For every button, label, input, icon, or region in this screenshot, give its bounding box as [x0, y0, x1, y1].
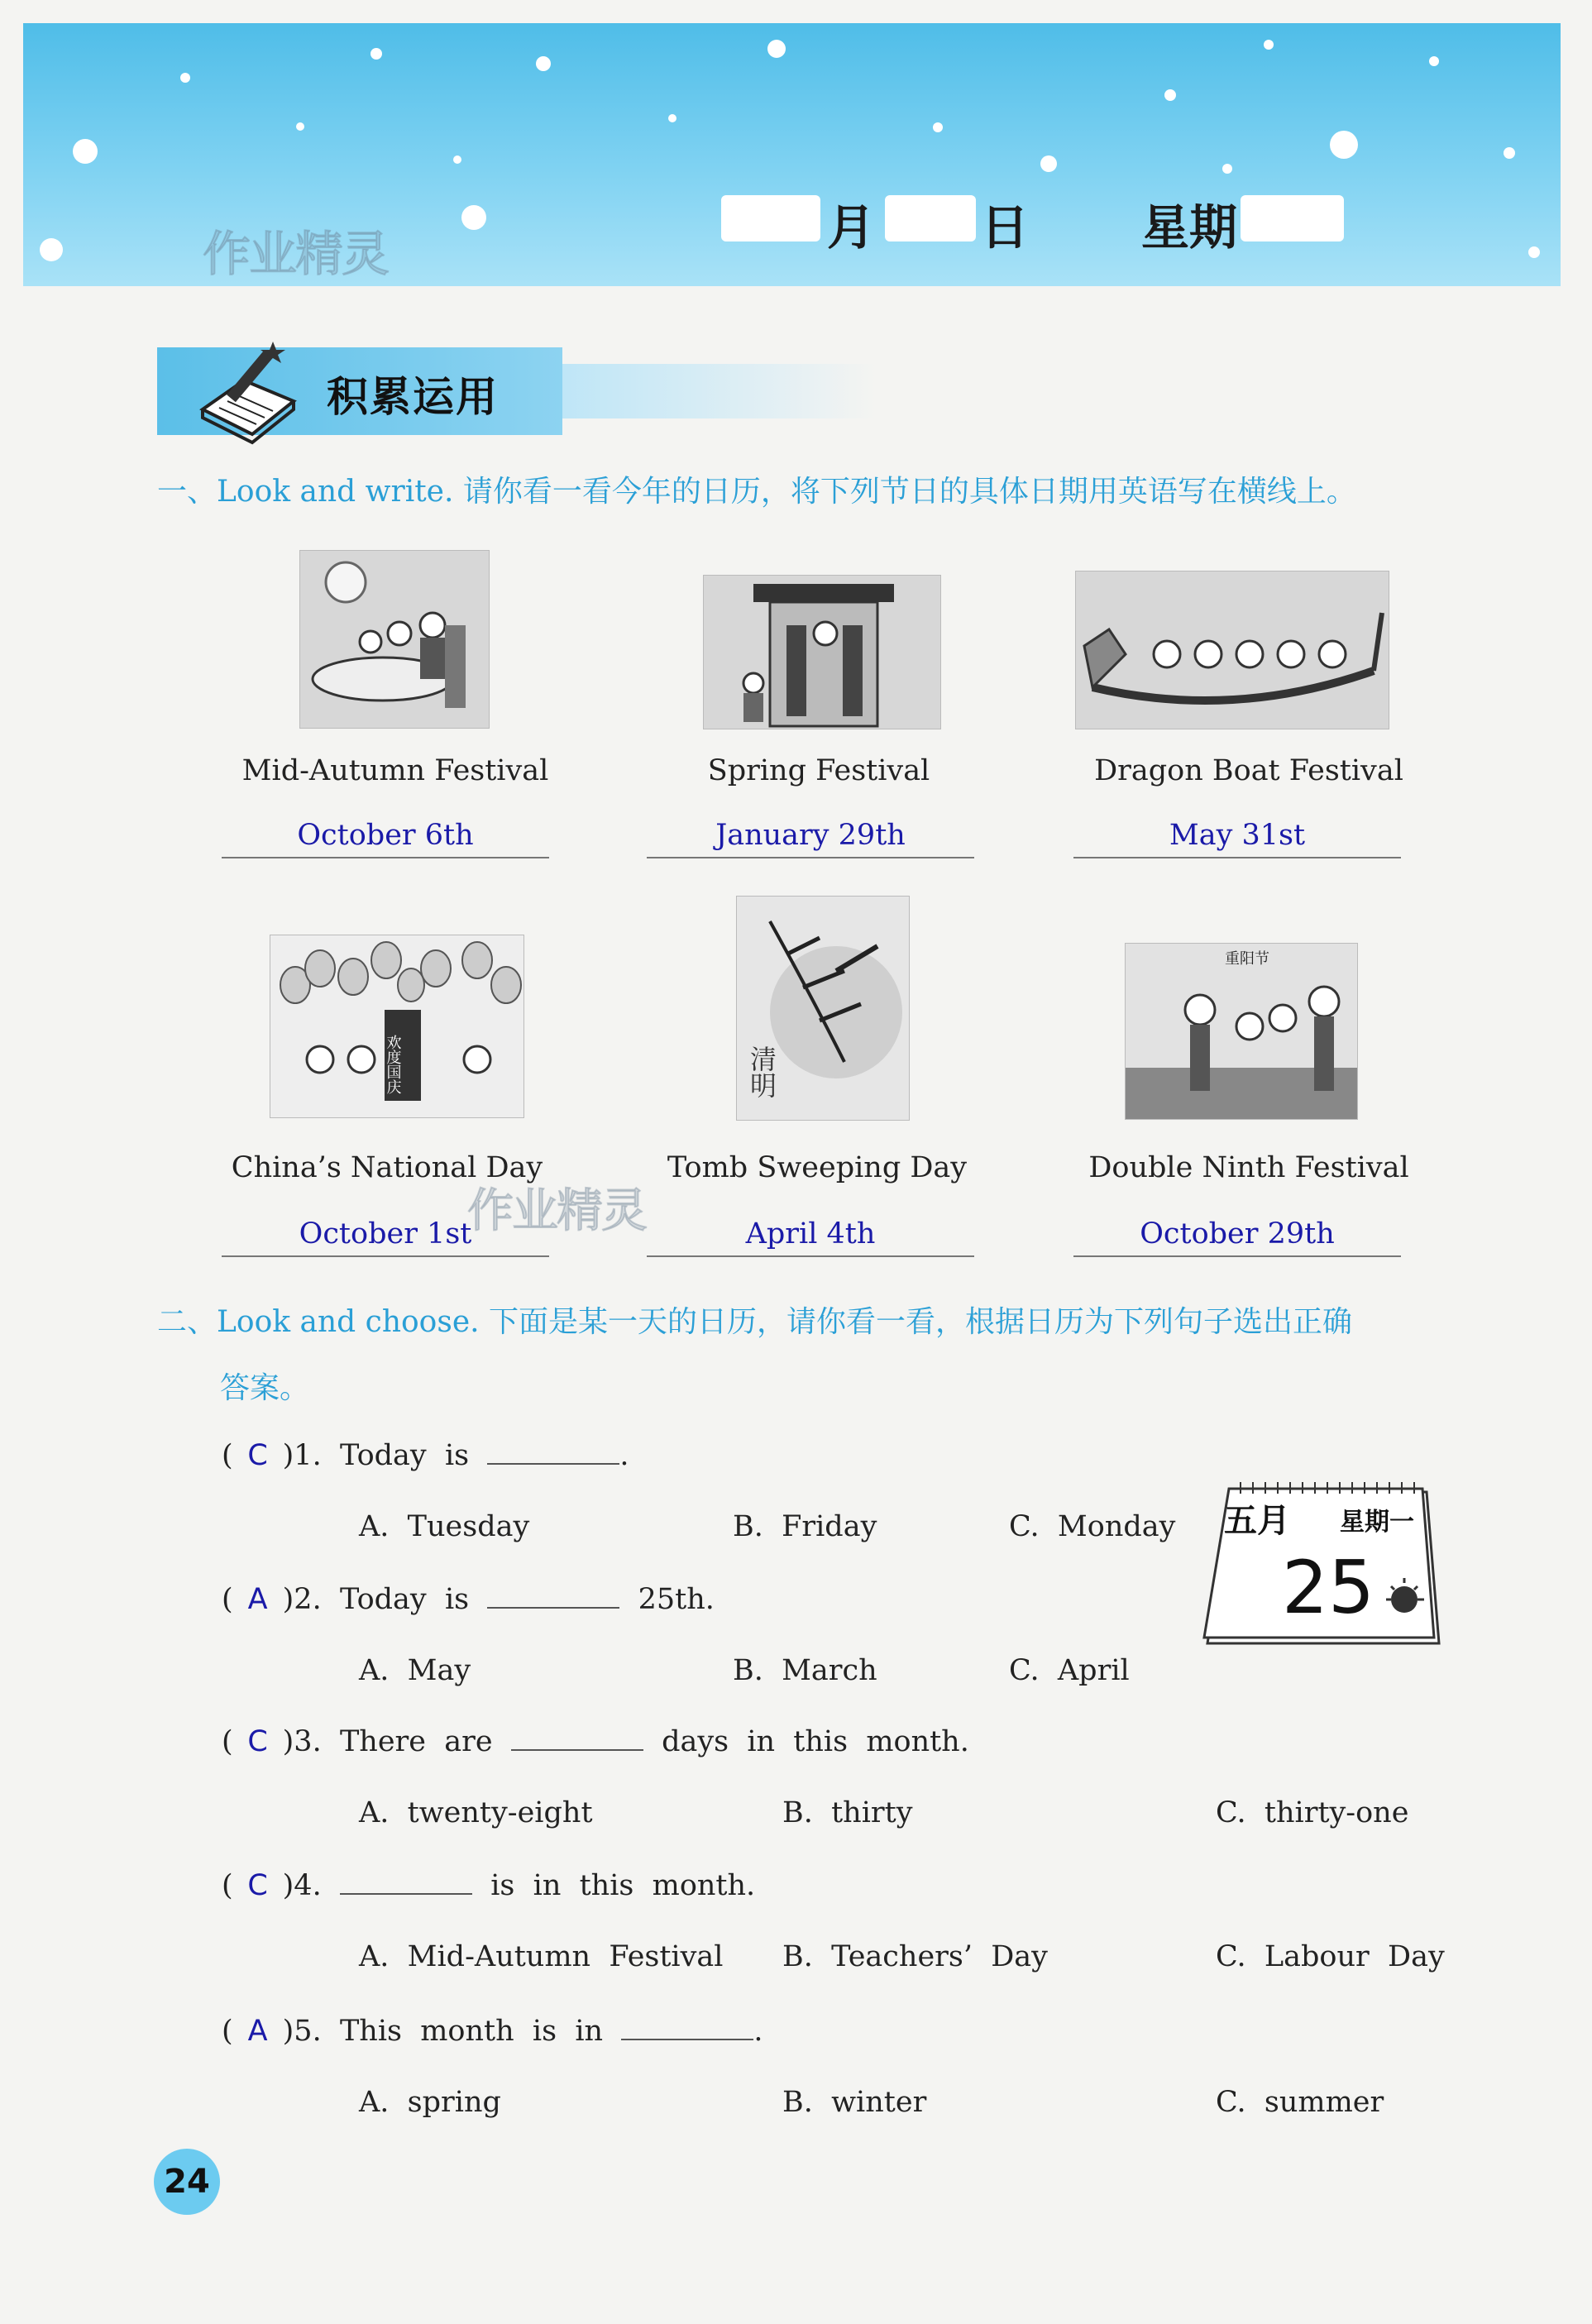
answer-choice[interactable]: C	[247, 1439, 268, 1472]
festival-name: China’s National Day	[231, 1151, 543, 1184]
question-2	[222, 1583, 715, 1616]
part1-instruction-cn: 请你看一看今年的日历，将下列节日的具体日期用英语写在横线上。	[462, 475, 1356, 509]
paren-open: (	[222, 2015, 233, 2048]
calendar-day: 25	[1282, 1545, 1374, 1630]
part2-instruction	[157, 1289, 1497, 1356]
question-text-post: .	[753, 2015, 763, 2048]
calendar-weekday: 星期一	[1340, 1508, 1414, 1537]
answer-choice[interactable]: C	[247, 1869, 268, 1902]
answer-blank[interactable]	[340, 1888, 472, 1895]
page-number: 24	[154, 2149, 220, 2215]
option-a[interactable]: A. twenty-eight	[359, 1796, 593, 1829]
header-watermark: 作业精灵	[203, 226, 389, 282]
national-day-banner-text: 欢度国庆	[384, 1035, 402, 1094]
answer-blank[interactable]	[511, 1744, 643, 1751]
paren-open: (	[222, 1439, 233, 1472]
festival-answer[interactable]: October 1st	[222, 1217, 549, 1257]
paren-open: (	[222, 1583, 233, 1616]
spring-festival-picture	[703, 575, 941, 729]
option-a[interactable]: A. Mid-Autumn Festival	[359, 1940, 724, 1973]
section-title: 积累运用	[327, 373, 499, 421]
month-label: 月	[827, 199, 876, 256]
question-4	[222, 1869, 755, 1902]
answer-choice[interactable]: C	[247, 1725, 268, 1758]
part1-instruction-en: Look and write.	[217, 475, 454, 509]
question-text-pre: )1. Today is	[282, 1439, 488, 1472]
day-label: 日	[981, 199, 1030, 256]
answer-blank[interactable]	[487, 1602, 619, 1609]
notebook-pen-icon	[194, 335, 302, 451]
part2-number: 二、	[157, 1305, 218, 1339]
calendar-month: 五月	[1224, 1502, 1290, 1540]
option-a[interactable]: A. May	[359, 1654, 471, 1687]
paren-open: (	[222, 1725, 233, 1758]
festival-answer[interactable]: May 31st	[1073, 819, 1401, 858]
answer-blank[interactable]	[487, 1458, 619, 1465]
festival-answer[interactable]: October 6th	[222, 819, 549, 858]
option-b[interactable]: B. Teachers’ Day	[782, 1940, 1048, 1973]
option-c[interactable]: C. April	[1009, 1654, 1130, 1687]
question-text-post: 25th.	[619, 1583, 715, 1616]
festival-answer[interactable]: January 29th	[647, 819, 974, 858]
question-3	[222, 1725, 969, 1758]
festival-name: Dragon Boat Festival	[1094, 754, 1403, 787]
weekday-label: 星期	[1141, 199, 1238, 256]
question-text-pre: )4.	[282, 1869, 340, 1902]
mid-autumn-picture	[299, 550, 490, 729]
answer-blank[interactable]	[621, 2034, 753, 2040]
question-text-post: .	[619, 1439, 629, 1472]
part1-number: 一、	[157, 475, 218, 509]
part2-instruction-line2: 答案。	[220, 1371, 310, 1405]
dragon-boat-picture	[1075, 571, 1389, 729]
festival-name: Tomb Sweeping Day	[667, 1151, 968, 1184]
paren-open: (	[222, 1869, 233, 1902]
day-field[interactable]	[885, 195, 976, 241]
day-calendar	[1199, 1474, 1447, 1647]
option-b[interactable]: B. winter	[782, 2086, 927, 2119]
double-ninth-picture	[1125, 943, 1358, 1120]
question-5	[222, 2015, 763, 2048]
festival-answer[interactable]: April 4th	[647, 1217, 974, 1257]
part2-instruction-cn: 下面是某一天的日历，请你看一看，根据日历为下列句子选出正确	[489, 1305, 1353, 1339]
question-text-pre: )3. There are	[282, 1725, 511, 1758]
festival-name: Double Ninth Festival	[1088, 1151, 1409, 1184]
question-text-post: is in this month.	[471, 1869, 756, 1902]
option-c[interactable]: C. summer	[1216, 2086, 1384, 2119]
option-a[interactable]: A. Tuesday	[359, 1510, 530, 1543]
section-banner-fade	[562, 364, 877, 418]
weekday-field[interactable]	[1241, 195, 1344, 241]
question-text-pre: )5. This month is in	[282, 2015, 622, 2048]
festival-name: Mid-Autumn Festival	[241, 754, 549, 787]
option-c[interactable]: C. Labour Day	[1216, 1940, 1445, 1973]
festival-answer[interactable]: October 29th	[1073, 1217, 1401, 1257]
part1-instruction	[157, 458, 1356, 526]
answer-choice[interactable]: A	[247, 1583, 268, 1616]
part2-instruction-en: Look and choose.	[217, 1305, 480, 1339]
option-c[interactable]: C. thirty-one	[1216, 1796, 1409, 1829]
question-1	[222, 1439, 629, 1472]
tomb-sweeping-caption: 清明	[746, 1045, 777, 1098]
option-a[interactable]: A. spring	[359, 2086, 501, 2119]
page-watermark: 作业精灵	[467, 1184, 646, 1238]
month-field[interactable]	[721, 195, 820, 241]
question-text-pre: )2. Today is	[282, 1583, 488, 1616]
option-b[interactable]: B. thirty	[782, 1796, 913, 1829]
option-b[interactable]: B. Friday	[733, 1510, 877, 1543]
festival-name: Spring Festival	[707, 754, 930, 787]
option-b[interactable]: B. March	[733, 1654, 877, 1687]
tomb-sweeping-picture	[736, 896, 910, 1121]
question-text-post: days in this month.	[643, 1725, 969, 1758]
national-day-picture	[270, 935, 524, 1118]
answer-choice[interactable]: A	[247, 2015, 268, 2048]
option-c[interactable]: C. Monday	[1009, 1510, 1176, 1543]
double-ninth-caption: 重阳节	[1225, 950, 1269, 968]
